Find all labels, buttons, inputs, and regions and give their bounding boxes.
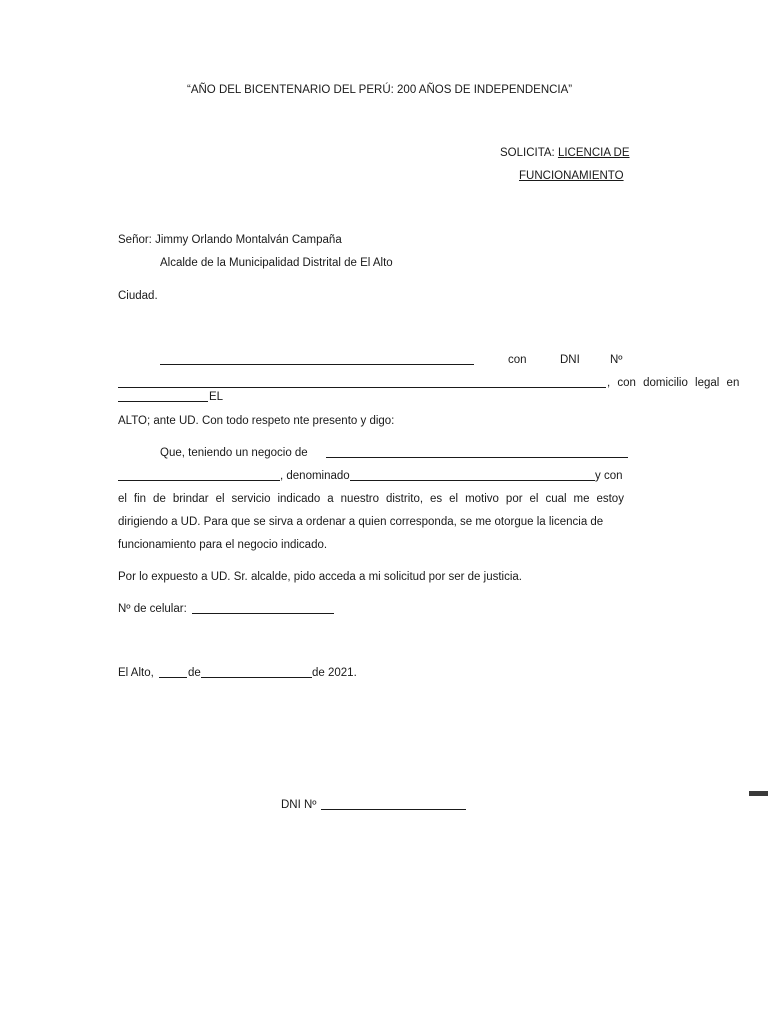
purpose-word: servicio bbox=[231, 493, 271, 505]
purpose-word: por bbox=[505, 493, 523, 505]
purpose-line bbox=[118, 492, 624, 506]
day-blank-line bbox=[159, 666, 187, 678]
business-name-blank-line bbox=[350, 469, 595, 481]
page-edge-mark bbox=[749, 791, 768, 796]
date-prefix: El Alto, bbox=[118, 667, 154, 679]
purpose-word: nuestro bbox=[340, 493, 380, 505]
addressee-salutation: Señor: Jimmy Orlando Montalván Campaña bbox=[118, 234, 342, 246]
signature-dni-blank-line bbox=[321, 798, 466, 810]
request-line: dirigiendo a UD. Para que se sirva a ordenar a quien corresponda, se me otorgue la licencia de bbox=[118, 516, 604, 528]
word-con: con bbox=[508, 354, 527, 366]
word-no: Nº bbox=[610, 354, 623, 366]
purpose-word: me bbox=[573, 493, 590, 505]
month-blank-line bbox=[201, 666, 312, 678]
denominado-text: , denominado bbox=[280, 470, 350, 482]
purpose-word: indicado bbox=[277, 493, 321, 505]
date-de: de bbox=[188, 667, 201, 679]
purpose-word: fin bbox=[133, 493, 147, 505]
purpose-word: el bbox=[529, 493, 539, 505]
phone-blank-line bbox=[192, 602, 334, 614]
closing-line: funcionamiento para el negocio indicado. bbox=[118, 539, 328, 551]
y-con-text: y con bbox=[595, 470, 623, 482]
request-subject-line2: FUNCIONAMIENTO bbox=[519, 170, 624, 182]
business-intro: Que, teniendo un negocio de bbox=[160, 447, 308, 459]
year-motto: “AÑO DEL BICENTENARIO DEL PERÚ: 200 AÑOS DE INDEPENDENCIA” bbox=[187, 84, 573, 96]
purpose-word: motivo bbox=[465, 493, 499, 505]
business-cont-blank-line bbox=[118, 469, 280, 481]
justice-line: Por lo expuesto a UD. Sr. alcalde, pido acceda a mi solicitud por ser de justicia. bbox=[118, 571, 522, 583]
word-dni: DNI bbox=[560, 354, 580, 366]
request-label bbox=[500, 146, 630, 160]
date-suffix: de 2021. bbox=[312, 667, 357, 679]
business-type-blank-line bbox=[326, 446, 628, 458]
purpose-word: brindar bbox=[172, 493, 209, 505]
request-subject-line1: LICENCIA DE bbox=[557, 147, 630, 159]
purpose-word: es bbox=[430, 493, 443, 505]
purpose-word: el bbox=[449, 493, 459, 505]
purpose-word: a bbox=[327, 493, 334, 505]
addressee-position: Alcalde de la Municipalidad Distrital de El Alto bbox=[160, 257, 393, 269]
purpose-word: cual bbox=[545, 493, 567, 505]
addressee-city: Ciudad. bbox=[118, 290, 158, 302]
purpose-word: el bbox=[215, 493, 225, 505]
address-blank-line bbox=[118, 390, 208, 402]
phone-label: Nº de celular: bbox=[118, 603, 187, 615]
signature-dni-label: DNI Nº bbox=[281, 799, 317, 811]
purpose-word: el bbox=[118, 493, 127, 505]
domicile-text: , con domicilio legal en bbox=[607, 377, 740, 389]
purpose-word: de bbox=[153, 493, 166, 505]
request-label-text: SOLICITA: bbox=[500, 147, 555, 159]
dni-blank-line bbox=[118, 376, 606, 388]
purpose-word: distrito, bbox=[385, 493, 424, 505]
name-blank-line bbox=[160, 353, 474, 365]
alto-line: ALTO; ante UD. Con todo respeto nte presento y digo: bbox=[118, 415, 395, 427]
word-el: EL bbox=[209, 391, 224, 403]
purpose-word: estoy bbox=[596, 493, 624, 505]
